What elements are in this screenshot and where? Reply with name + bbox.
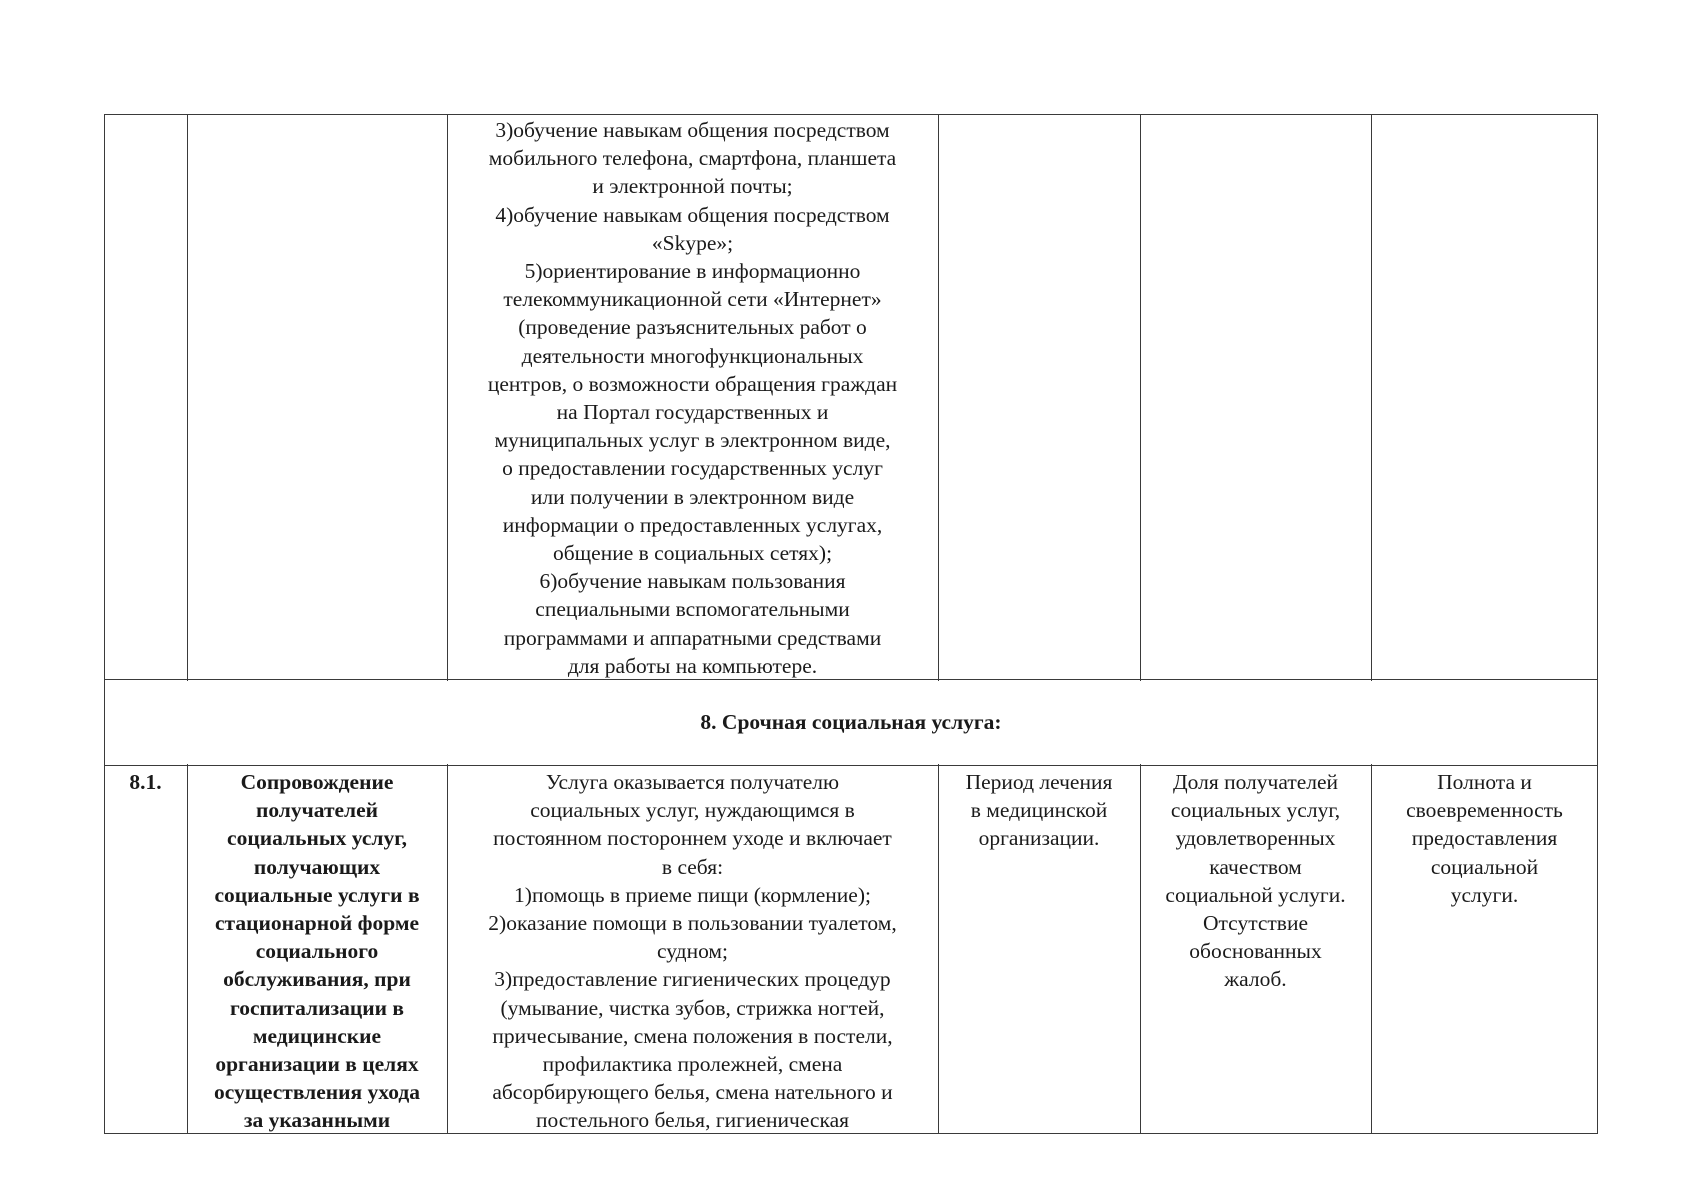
text-line: 6)обучение навыкам пользования: [539, 569, 846, 594]
text-line: получателей: [255, 798, 379, 823]
service-name: [187, 768, 447, 1135]
text-line: качеством: [1209, 854, 1302, 879]
text-line: и электронной почты;: [592, 174, 793, 199]
row-number: 8.1.: [129, 770, 162, 794]
text-line: социальной услуги.: [1165, 882, 1346, 907]
text-line: специальными вспомогательными: [535, 597, 850, 622]
section-heading: 8. Срочная социальная услуга:: [700, 710, 1002, 734]
text-line: социальных услуг, нуждающимся в: [530, 798, 855, 823]
row-divider: [104, 765, 1598, 766]
text-line: 4)обучение навыкам общения посредством: [495, 202, 890, 227]
text-line: получающих: [253, 854, 381, 879]
text-line: за указанными: [243, 1108, 391, 1133]
service-description: [447, 768, 938, 1135]
text-line: причесывание, смена положения в постели,: [492, 1023, 893, 1048]
text-line: своевременность: [1406, 798, 1563, 823]
text-line: муниципальных услуг в электронном виде,: [494, 428, 891, 453]
text-line: судном;: [656, 939, 729, 964]
text-line: для работы на компьютере.: [567, 653, 818, 678]
text-line: организации.: [978, 826, 1100, 851]
text-line: 5)ориентирование в информационно: [524, 259, 861, 284]
text-line: обслуживания, при: [223, 967, 411, 992]
text-line: «Skype»;: [651, 230, 734, 255]
column-divider-row1: [1371, 114, 1372, 1134]
text-line: 3)предоставление гигиенических процедур: [494, 967, 891, 992]
text-line: (проведение разъяснительных работ о: [518, 315, 867, 340]
text-line: 3)обучение навыкам общения посредством: [495, 118, 890, 142]
text-line: деятельности многофункциональных: [521, 343, 864, 368]
text-line: информации о предоставленных услугах,: [502, 512, 883, 537]
text-line: стационарной форме: [214, 911, 420, 936]
text-line: Сопровождение: [240, 770, 394, 794]
text-line: организации в целях: [215, 1052, 419, 1077]
text-line: услуги.: [1450, 882, 1519, 907]
text-line: программами и аппаратными средствами: [503, 625, 882, 650]
text-line: 2)оказание помощи в пользовании туалетом,: [488, 911, 897, 936]
text-line: Полнота и: [1437, 770, 1532, 794]
text-line: жалоб.: [1224, 967, 1287, 992]
evaluation-conditions: [1371, 768, 1598, 909]
text-line: социальных услуг,: [227, 826, 407, 851]
text-line: социальные услуги в: [214, 882, 420, 907]
text-line: постельного белья, гигиеническая: [535, 1108, 850, 1133]
text-line: социальной: [1430, 854, 1539, 879]
text-line: постоянном постороннем уходе и включает: [493, 826, 892, 851]
text-line: 1)помощь в приеме пищи (кормление);: [514, 882, 871, 907]
text-line: центров, о возможности обращения граждан: [487, 371, 898, 396]
text-line: госпитализации в: [229, 995, 405, 1020]
text-line: в себя:: [661, 854, 724, 879]
text-line: телекоммуникационной сети «Интернет»: [503, 287, 882, 312]
column-divider-row1: [938, 114, 939, 1134]
text-line: на Портал государственных и: [556, 400, 829, 425]
text-line: абсорбирующего белья, смена нательного и: [492, 1080, 893, 1105]
text-line: удовлетворенных: [1175, 826, 1336, 851]
text-line: Доля получателей: [1172, 770, 1339, 794]
quality-indicators: [1140, 768, 1371, 994]
continuation-description: [447, 116, 938, 680]
text-line: (умывание, чистка зубов, стрижка ногтей,: [500, 995, 885, 1020]
text-line: Период лечения: [965, 770, 1113, 794]
service-period: [938, 768, 1140, 853]
text-line: обоснованных: [1189, 939, 1322, 964]
text-line: осуществления ухода: [214, 1080, 420, 1105]
text-line: мобильного телефона, смартфона, планшета: [488, 146, 897, 171]
text-line: Услуга оказывается получателю: [545, 770, 840, 794]
text-line: профилактика пролежней, смена: [542, 1052, 843, 1077]
text-line: предоставления: [1411, 826, 1558, 851]
text-line: в медицинской: [970, 798, 1108, 823]
text-line: общение в социальных сетях);: [552, 541, 833, 566]
text-line: социального: [255, 939, 379, 964]
text-line: о предоставлении государственных услуг: [502, 456, 883, 481]
text-line: медицинские: [252, 1023, 382, 1048]
text-line: Отсутствие: [1203, 911, 1308, 936]
services-table: [104, 114, 1598, 1134]
text-line: или получении в электронном виде: [530, 484, 855, 509]
text-line: социальных услуг,: [1170, 798, 1341, 823]
